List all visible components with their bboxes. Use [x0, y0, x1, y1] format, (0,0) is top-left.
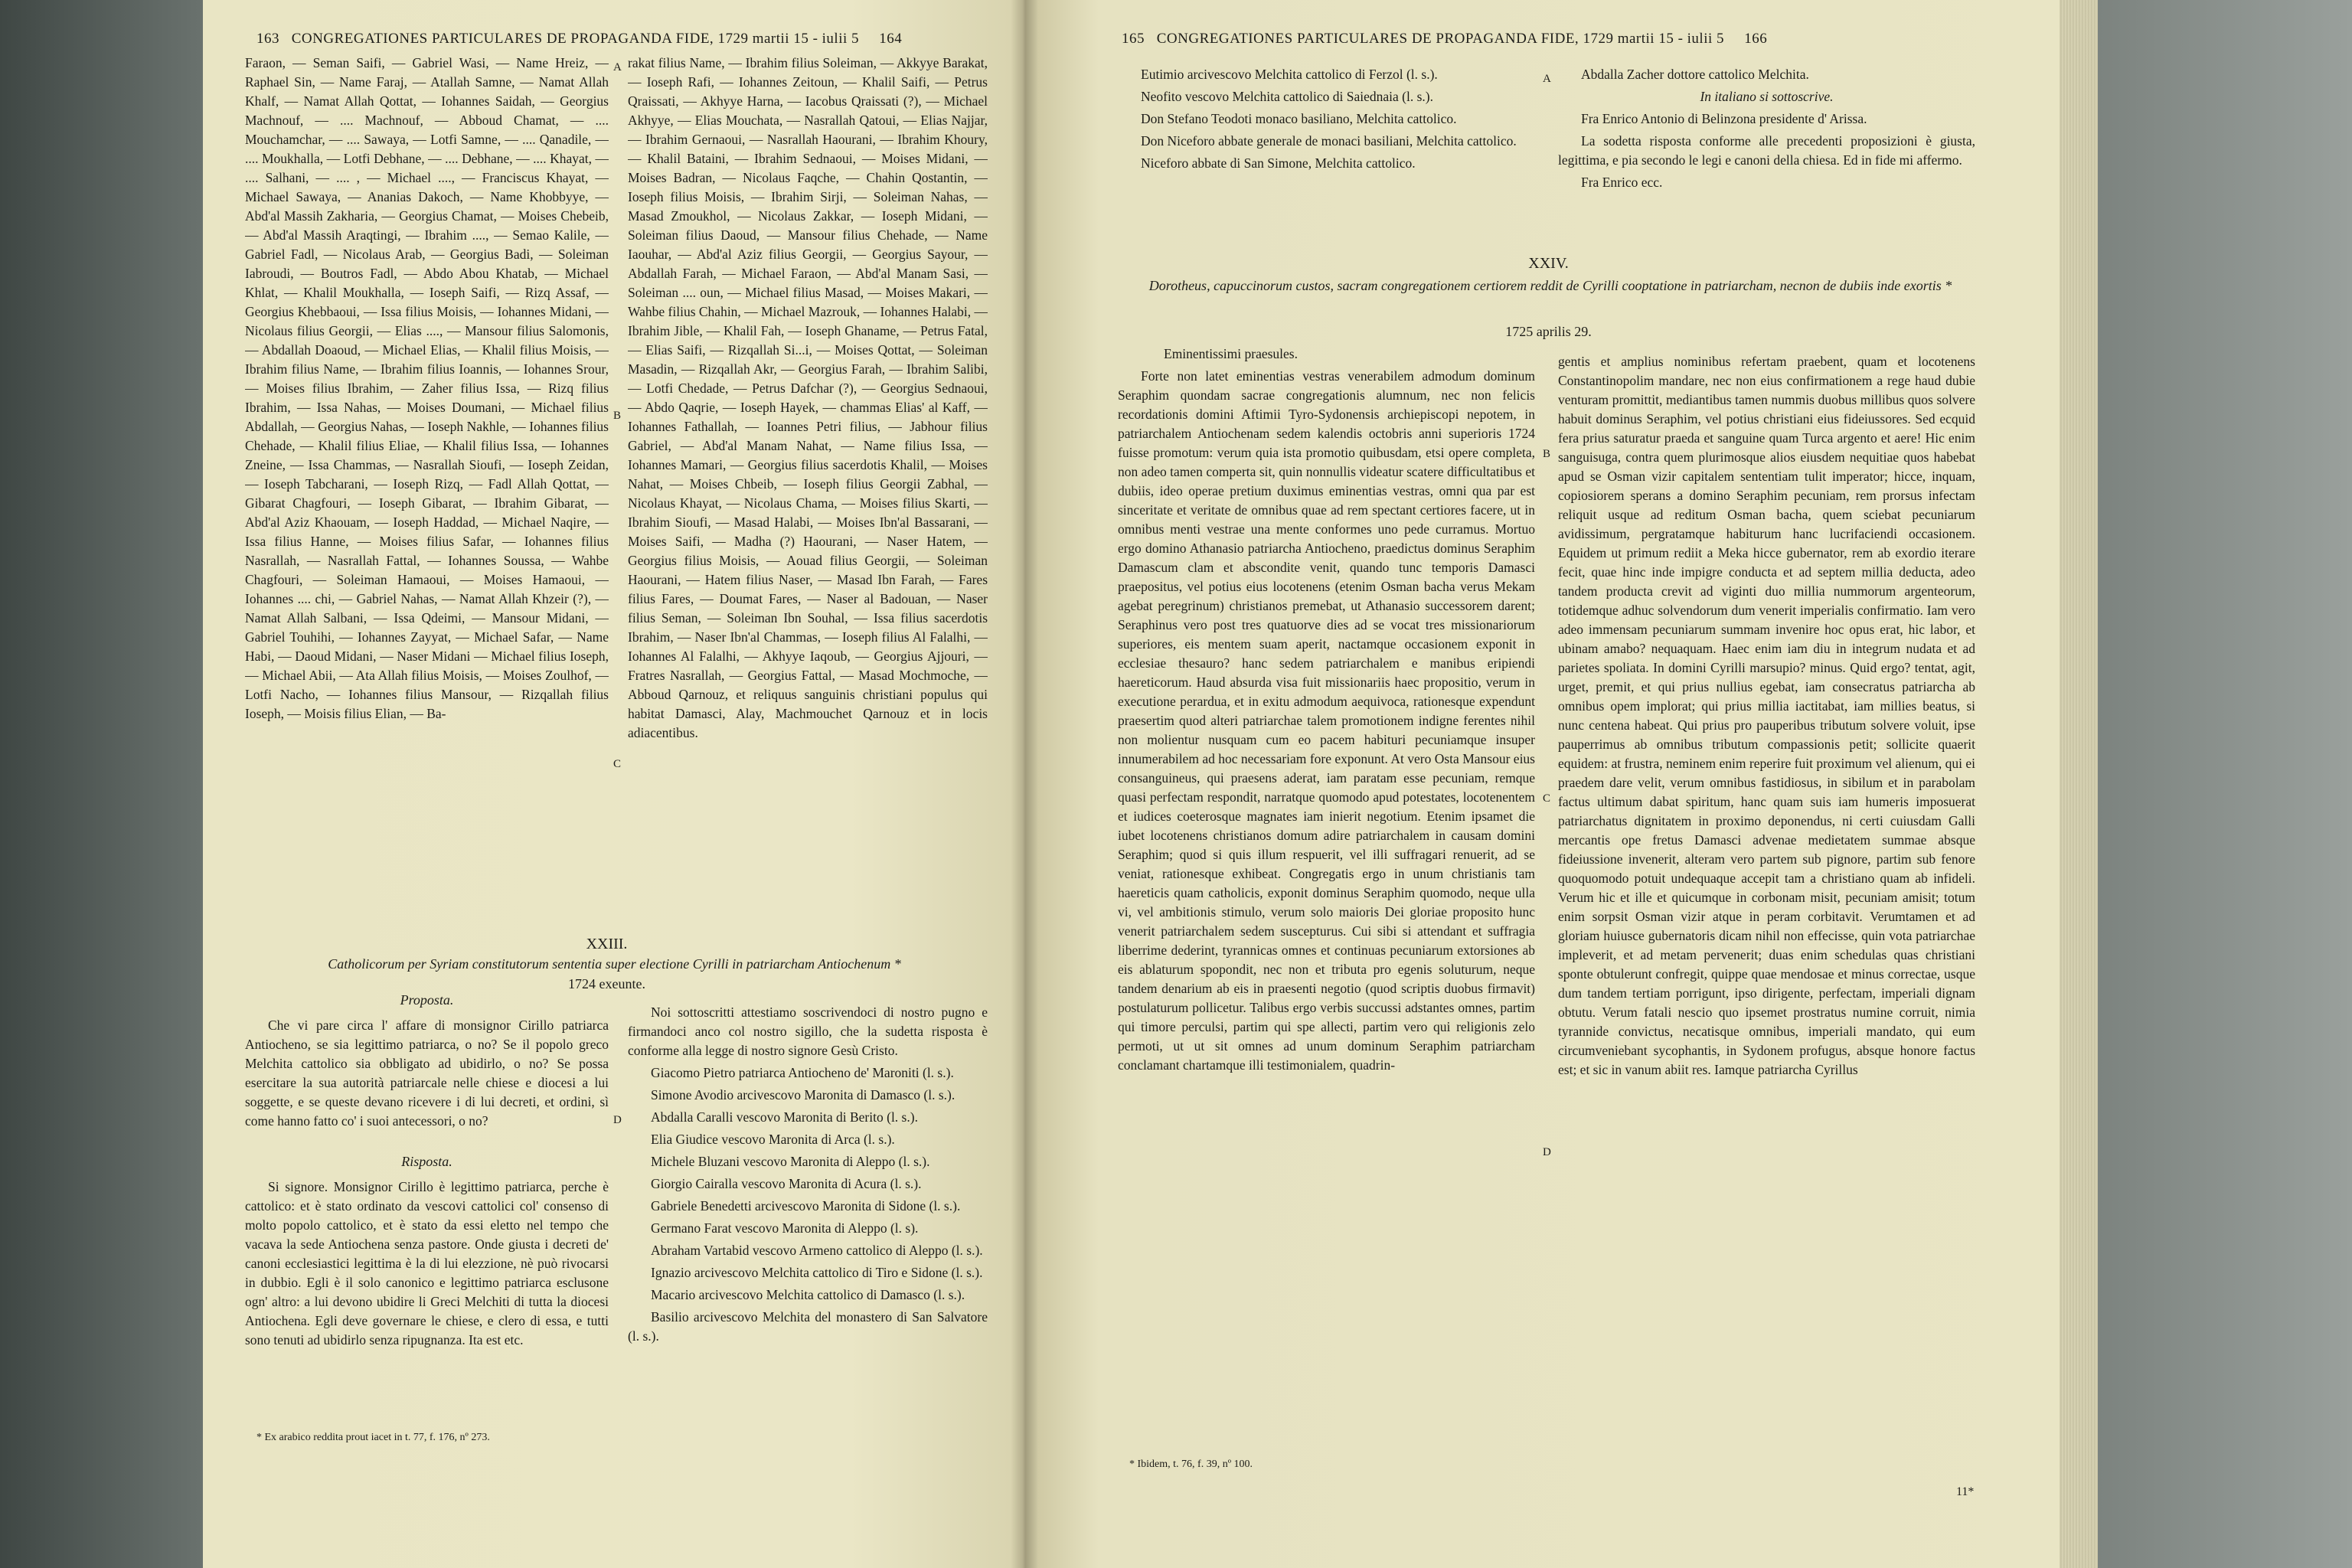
- top-signatories-left: Eutimio arcivescovo Melchita cattolico di Ferzol (l. s.). Neofito vescovo Melchita cattolico di Saiednaia (l. s.). Don Stefano Teodoti monaco basiliano, Melchita cattolico. Don Niceforo abbate generale de monaci basiliani, Melchita cattolico. Niceforo abbate di San Simone, Melchita cattolico.: [1141, 67, 1517, 171]
- right-page: [1037, 0, 2060, 1568]
- signatory-line: Simone Avodio arcivescovo Maronita di Damasco (l. s.).: [651, 1087, 956, 1102]
- background-left: [0, 0, 203, 1568]
- section-date-xxiv: 1725 aprilis 29.: [1505, 324, 1592, 339]
- signatory-line: Michele Bluzani vescovo Maronita di Aleppo (l. s.).: [651, 1154, 930, 1169]
- page-edges: [2060, 0, 2098, 1568]
- left-page-header: [256, 31, 902, 47]
- signatory-line: Gabriele Benedetti arcivescovo Maronita di Sidone (l. s.).: [651, 1198, 961, 1214]
- top-signatories-right: Abdalla Zacher dottore cattolico Melchita. In italiano si sottoscrive. Fra Enrico Antonio di Belinzona presidente d' Arissa. La sodetta risposta conforme alle precedenti proposizioni è giusta, legittima, e pia secondo le legi e canoni della chiesa. Ed in fide mi affermo. Fra Enrico ecc.: [1558, 67, 1975, 190]
- signatories-list: [628, 1063, 988, 1346]
- margin-letter-c: C: [613, 758, 622, 770]
- signatory-line: Macario arcivescovo Melchita cattolico di Damasco (l. s.).: [651, 1287, 965, 1302]
- running-dates: 1729 martii 15 - iulii 5: [717, 31, 860, 47]
- risposta-heading: Risposta.: [401, 1154, 452, 1169]
- signatory-line: Basilio arcivescovo Melchita del monastero di San Salvatore (l. s.).: [628, 1309, 988, 1344]
- signatory-line: Giorgio Cairalla vescovo Maronita di Acura (l. s.).: [651, 1176, 922, 1191]
- signatory-line: Elia Giudice vescovo Maronita di Arca (l. s.).: [651, 1132, 895, 1147]
- signatory-line: Giacomo Pietro patriarca Antiocheno de' Maroniti (l. s.).: [651, 1065, 954, 1080]
- running-title: CONGREGATIONES PARTICULARES DE PROPAGANDA FIDE,: [291, 31, 714, 47]
- signatory-line: Germano Farat vescovo Maronita di Aleppo (l. s).: [651, 1220, 919, 1236]
- signature-mark: 11*: [1956, 1485, 1975, 1498]
- signatory-line: Ignazio arcivescovo Melchita cattolico di Tiro e Sidone (l. s.).: [651, 1265, 983, 1280]
- proposta-text: Che vi pare circa l' affare di monsignor Cirillo patriarca Antiocheno, se sia legittimo patriarca, o no? Se il popolo greco Melchita cattolico sia obbligato ad ubidirlo, o no? Se possa esercitare la sua autorità patriarcale nelle chiese e diocesi a lui soggette, e se queste devano ricevere i di lui decreti, et ordini, sì come hanno fatto co' i suoi antecessori, o no?: [245, 1018, 609, 1129]
- running-title: CONGREGATIONES PARTICULARES DE PROPAGANDA FIDE,: [1156, 31, 1579, 47]
- footnote-left: * Ex arabico reddita prout iacet in t. 77, f. 176, nº 273.: [256, 1432, 490, 1443]
- proposta-heading: Proposta.: [400, 992, 454, 1008]
- margin-letter-d: D: [1543, 1146, 1551, 1158]
- footnote-right: * Ibidem, t. 76, f. 39, nº 100.: [1129, 1459, 1253, 1470]
- page-number-163: 163: [256, 31, 279, 47]
- signatories-block: [628, 1003, 988, 1349]
- salutation: Eminentissimi praesules.: [1164, 346, 1298, 361]
- margin-letter-d: D: [613, 1114, 622, 1126]
- proposta-block: [245, 988, 609, 1353]
- signatory-line: Abdalla Caralli vescovo Maronita di Berito (l. s.).: [651, 1109, 918, 1125]
- running-dates: 1729 martii 15 - iulii 5: [1583, 31, 1725, 47]
- risposta-text: Si signore. Monsignor Cirillo è legittimo patriarca, perche è cattolico: et è stato ordinato da vescovi cattolici col' consenso di molto popolo cattolico, et è stato da essi eletto nel tempo che vacava la sede Antiochena senza pastore. Onde giusta i decreti de' canoni ecclesiastici legittima è la di lui elezzione, nè può rivocarsi in dubbio. Egli è il solo canonico e legittimo patriarca esclusone ogn' altro: a lui devono ubidire li Greci Melchiti di tutta la diocesi Antiochena. Egli deve governare le chiese, e clero di essa, e tutti sono tenuti ad ubidirlo senza ripugnanza. Ita est etc.: [245, 1179, 609, 1348]
- names-list-column-1: Faraon, — Seman Saifi, — Gabriel Wasi, — Name Hreiz, — Raphael Sin, — Name Faraj, — Atallah Samne, — Namat Allah Khalf, — Namat Allah Qottat, — Iohannes Saidah, — Georgius Machnouf, — .... Machnouf, — Abboud Chamat, — .... Mouchamchar, — .... Sawaya, — Lotfi Samne, — .... Qanadile, — .... Moukhalla, — Lotfi Debhane, — .... Debhane, — .... Khayat, — .... Salhani, — .... , — Michael ...., — Franciscus Khayat, — Michael Sawaya, — Ananias Dakoch, — Name Khobbyye, — Abd'al Massih Zakharia, — Georgius Chamat, — Moises Chebeib, — Abd'al Massih Araqtingi, — Ibrahim ...., — Semao Kalile, — Gabriel Fadl, — Nicolaus Arab, — Georgius Badi, — Soleiman Iabroudi, — Boutros Fadl, — Abdo Abou Khatab, — Michael Khlat, — Khalil Moukhalla, — Ioseph Saifi, — Rizq Assaf, — Georgius Khebbaoui, — Issa filius Moisis, — Iohannes Midani, — Nicolaus filius Georgii, — Elias ...., — Mansour filius Salomonis, — Abdallah Doaoud, — Michael Elias, — Khalil filius Moisis, — Ibrahim filius Name, — Ibrahim filius Ioannis, — Iohannes Srour, — Moises filius Ibrahim, — Zaher filius Issa, — Rizq filius Ibrahim, — Issa Nahas, — Moises Doumani, — Michael filius Abdallah, — Georgius Nahas, — Ioseph Nakhle, — Iohannes filius Chehade, — Khalil filius Eliae, — Khalil filius Issa, — Iohannes Zneine, — Issa Chammas, — Nasrallah Sioufi, — Ioseph Zeidan, — Ioseph Tabcharani, — Ioseph Rizq, — Fadl Allah Qottat, — Gibarat Chagfouri, — Ioseph Gibarat, — Ibrahim Gibarat, — Abd'al Aziz Khaouam, — Ioseph Haddad, — Michael Naqire, — Issa filius Hanne, — Moises filius Safar, — Iohannes filius Nasrallah, — Nasrallah Fattal, — Iohannes Soussa, — Wahbe Chagfouri, — Soleiman Hamaoui, — Moises Hamaoui, — Iohannes .... chi, — Gabriel Nahas, — Namat Allah Khzeir (?), — Namat Allah Salbani, — Issa Qdeimi, — Mansour Midani, — Gabriel Touhihi, — Iohannes Zayyat, — Michael Safar, — Name Habi, — Daoud Midani, — Naser Midani — Michael filius Ioseph, — Michael Abii, — Ata Allah filius Moisis, — Moises Zoulhof, — Lotfi Nacho, — Iohannes filius Mansour, — Rizqallah filius Ioseph, — Moisis filius Elian, — Ba-: [245, 55, 609, 721]
- signatories-intro: Noi sottoscritti attestiamo soscrivendoci di nostro pugno e firmandoci anco col nostro sigillo, che la sudetta risposta è conforme alla legge di nostro signore Gesù Cristo.: [628, 1004, 988, 1058]
- section-title-xxiii: Catholicorum per Syriam constitutorum sententia super electione Cyrilli in patriarcham Antiochenum *: [328, 956, 901, 972]
- page-number-165: 165: [1122, 31, 1145, 47]
- letter-column-right: gentis et amplius nominibus refertam praebent, quam et locotenens Constantinopolim mandare, nec non eius confirmationem a rege haud dubie venturam promittit, mediantibus tamen nummis duobus millibus quos solvere habuit dominus Seraphim, vel potius christiani eius fideiussores. Sed ecquid fera prius saturatur praeda et sanguine quam Turca argento et aere! Hic enim sanguisuga, contra quem plurimosque alios eiusdem nequitiae quos habebat apud se Osman vizir capitalem sententiam tulit imperator; hicce, inquam, copiosiorem sperans a domino Seraphim pecuniam, rem prorsus infectam reliquit usque ad reditum Osman bacha, quem sciebat pecuniarum avidissimum, pergratamque habiturum hanc lucrifaciendi occasionem. Equidem ut primum rediit a Meka hicce gubernator, rem ab exordio iterare fecit, quae hinc inde impigre conducta et ad septem millia deducta, adeo tandem producta crevit ad viginti duo millia nummorum argenteorum, totidemque adhuc solvendorum dum venerit imperialis confirmatio. Iam vero adeo immensam pecuniarum summam invenire hoc opus erat, hic labor, et ubinam amabo? nequaquam. Haec enim iam diu in integrum nudata et ad parietes spoliata. In domini Cyrilli marsupio? minus. Quid ergo? tentat, agit, urget, premit, et qui prius nullius egebat, iam consecratus patriarcha ab omnibus opem implorat; qui prius millia iactitabat, iam millies beatus, si nunc centena habeat. Qui prius pro pauperibus tributum solvere voluit, ipse pauperrimus ab omnibus tributum compassionis petit; sollicite quaerit equidem: at frustra, neminem enim reperire fuit proximum vel alienum, qui ei praedem dare velit, verum omnibus fastidiosus, in sibilum et in parabolam factus ultimum dabat spiritum, hanc quam suis iam humeris imposuerat patriarchatus dignitatem in proximo deponendus, ni certi cuiusdam Galli mercantis ope fretus Damasci advenae medietatem summae absque fideiussione invenerit, alteram vero partem sub pignore, partim sub fenore quoquomodo potuit undequaque accepit tam a christiano quam ab infideli. Verum hic et ille et quicumque in corbonam misit, pecuniam amisit; totum enim sorpsit Osman vizir atque in peram corbitavit. Verumtamen et ad gloriam huiusce gubernatoris dicam nihil non effecisse, quin vota patriarchae impleverit, et ad metam pervenerit; duas enim schedulas quas christiani sponte obtulerunt confregit, quippe quae mendosae et minus correctae, usque dum tandem tertiam porrigunt, ipso dirigente, perfectam, imperiali dignam obtutu. Verum fatali nescio quo ipsemet prostratus numine corruit, nimia tyrannide convictus, necatisque omnibus, imperiali mandato, qui eum circumveniebant sycophantis, in Sydonem profugus, absque honore factus est; et sic in vanum abiit res. Iamque patriarcha Cyrillus: [1558, 354, 1975, 1077]
- margin-letter-c: C: [1543, 792, 1551, 805]
- names-list-column-2: rakat filius Name, — Ibrahim filius Soleiman, — Akkyye Barakat, — Ioseph Rafi, — Iohannes Zeitoun, — Khalil Saifi, — Petrus Qraissati, — Akhyye Harna, — Iacobus Qraissati (?), — Michael Akhyye, — Elias Mouchata, — Nasrallah Qatoui, — Elias Najjar, — Ibrahim Gernaoui, — Nasrallah Haourani, — Ibrahim Khoury, — Khalil Bataini, — Ibrahim Sednaoui, — Moises Midani, — Moises Badran, — Nicolaus Faqche, — Chahin Qostantin, — Ioseph filius Moisis, — Ibrahim Sirji, — Soleiman Nahas, — Masad Zmoukhol, — Nicolaus Zakkar, — Ioseph Midani, — Soleiman filius Daoud, — Mansour filius Chehade, — Name Iaouhar, — Abd'al Aziz filius Georgii, — Georgius Sayour, — Abdallah Farah, — Michael Faraon, — Abd'al Manam Sasi, — Soleiman .... oun, — Michael filius Masad, — Moises Makari, — Wahbe filius Chahin, — Michael Mazrouk, — Iohannes Halabi, — Ibrahim Jible, — Khalil Fah, — Ioseph Ghaname, — Petrus Fatal, — Elias Saifi, — Rizqallah Si...i, — Moises Qottat, — Soleiman Masadin, — Rizqallah Akr, — Georgius Farah, — Ibrahim Salibi, — Lotfi Chedade, — Petrus Dafchar (?), — Georgius Sednaoui, — Abdo Qaqrie, — Ioseph Hayek, — chammas Elias' al Kaff, — Iohannes Fathallah, — Ioannes Petri filius, — Jabhour filius Gabriel, — Abd'al Manam Nahat, — Name filius Issa, — Iohannes Mamari, — Georgius filius sacerdotis Khalil, — Moises Nahat, — Moises Chbeib, — Ioseph filius Georgii Zabhal, — Nicolaus Khayat, — Nicolaus Chama, — Moises filius Skarti, — Ibrahim Sioufi, — Masad Halabi, — Moises Ibn'al Bassarani, — Moises Saifi, — Madha (?) Haourani, — Naser Hatem, — Georgius filius Moisis, — Aouad filius Georgii, — Soleiman Haourani, — Hatem filius Naser, — Masad Ibn Farah, — Fares filius Fares, — Doumat Fares, — Naser al Badouan, — Naser filius Seman, — Soleiman Ibn Souhal, — Issa filius sacerdotis Ibrahim, — Naser Ibn'al Chammas, — Ioseph filius Al Falalhi, — Iohannes Al Falalhi, — Akhyye Iaqoub, — Georgius Ajjouri, — Fratres Nasrallah, — Georgius Fattal, — Masad Mochmoche, — Abboud Qarnouz, et reliquus sanguinis christiani populus qui habitat Damasci, Alay, Machmouchet Qarnouz et in locis adiacentibus.: [628, 55, 988, 740]
- section-title-xxiv: Dorotheus, capuccinorum custos, sacram congregationem certiorem reddit de Cyrilli cooptatione in patriarcham, necnon de dubiis inde exortis *: [1148, 278, 1952, 293]
- right-page-header: [1122, 31, 1767, 47]
- section-number-xxiv: XXIV.: [1528, 255, 1569, 272]
- signatory-line: Abraham Vartabid vescovo Armeno cattolico di Aleppo (l. s.).: [651, 1243, 983, 1258]
- section-number-xxiii: XXIII.: [586, 936, 628, 952]
- page-number-166: 166: [1744, 31, 1768, 47]
- book-gutter: [1011, 0, 1037, 1568]
- margin-letter-a: A: [613, 61, 622, 74]
- margin-letter-b: B: [613, 410, 622, 422]
- left-page: [203, 0, 1011, 1568]
- margin-letter-a: A: [1543, 73, 1551, 85]
- section-date-xxiii: 1724 exeunte.: [568, 976, 645, 991]
- page-number-164: 164: [879, 31, 903, 47]
- letter-column-left: Eminentissimi praesules. Forte non latet eminentias vestras venerabilem admodum dominum Seraphim quondam sacrae congregationis alumnum, nec non felicis recordationis domini Aftimii Tyro-Sydonensis archiepiscopi nepotem, in patriarchalem Antiochenam sedem kalendis octobris anni superioris 1724 fuisse promotum: verum quia ista promotio quibusdam, etsi opere completa, non adeo tamen comperta sit, quin nonnullis videatur scatere difficultatibus et dubiis, ideo operae pretium duximus eminentias vestras, omni qua par est sinceritate et veritate de omnibus quae ad rem spectant certiores facere, ut in omnibus menti vestrae una mente conformes uno pede curramus. Mortuo ergo domino Athanasio patriarcha Antiocheno, praedictus dominus Seraphim Damascum clam et abscondite venit, quando tunc temporis Damasci praepositus, vel potius eius locotenens (etenim Osman bacha verus Mekam agebat peregrinum) christianos premebat, ut Athanasio successorem darent; Seraphinus vero post tres quatuorve dies ad se vocat tres missionariorum superiores, eis mentem suam aperit, nactamque occasionem exponit in ecclesiae thesauro? hanc sedem patriarchalem e manibus eripiendi haereticorum. Haud absurda visa fuit missionariis haec propositio, verum in executione perardua, et in exitu admodum aequivoca, rationesque expendunt praesertim quod alteri patriarchae talem promotionem indigne ferentes nihil non molientur nusquam cum eo pacem habituri pecuniamque insuper innumerabilem ad hoc necessariam fore exponunt. At vero Osta Mansour eius consanguineus, qui praesens aderat, iam paratam esse pecuniam, remque quasi perfectam respondit, narratque quomodo apud potestates, locotenentem et iudices coeterosque magnates iam inierit negotium. Etenim ipsamet die iubet locotenens christianos domum adire patriarchalem in causam domini Seraphim; quod si quis illum respuerit, vel illi suffragari renuerit, ad se veniat, rationesque exhibeat. Congregatis ergo in unum christianis tam haereticis quam catholicis, exponit dominus Seraphim quomodo, neque ulla vi, vel ambitionis stimulo, verum solo maioris Dei gloriae proposito hunc venerit patriarchalem sedem suscepturus. Cui sibi si attendant et suffragia liberrime dederint, tyrannicas omnes et continuas pecuniarum extorsiones ab eis ablaturum spopondit, nec non et tributa pro egenis soluturum, neque tandem denarium ab eis in praesenti negotio (quod scriptis duobus firmavit) postulaturum pollicetur. Talibus ergo verbis succussi adstantes omnes, partim qui timore perculsi, partim qui spe allecti, partim vero qui religionis zelo permoti, ut ut sit omnes ad unum dominum Seraphim patriarcham conclamant chartamque illi testimonialem, quadrin-: [1118, 346, 1535, 1073]
- background-right: [2098, 0, 2352, 1568]
- margin-letter-b: B: [1543, 448, 1551, 460]
